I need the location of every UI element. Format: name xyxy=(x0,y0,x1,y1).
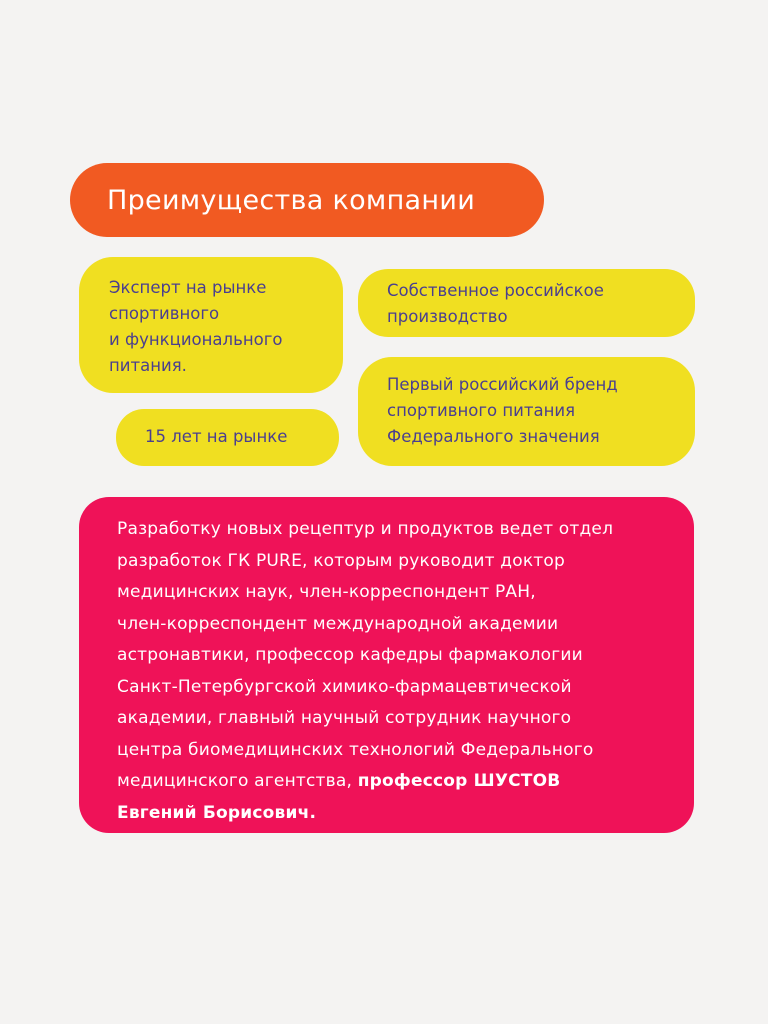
description-line xyxy=(117,766,694,798)
description-line: астронавтики, профессор кафедры фармакологии xyxy=(117,645,583,665)
description-line: центра биомедицинских технологий Федерального xyxy=(117,739,594,760)
description-line: Санкт-Петербургской химико-фармацевтической xyxy=(117,676,572,697)
description-line: член-корреспондент международной академии xyxy=(117,613,559,634)
card-expert xyxy=(79,257,343,393)
card-expert-line: спортивного xyxy=(109,304,220,323)
title-banner xyxy=(70,163,544,237)
card-first-brand xyxy=(358,357,695,466)
description-line: разработок ГК PURE, которым руководит доктор xyxy=(117,550,565,571)
card-own-line: Собственное российское xyxy=(387,281,604,300)
card-own-line: производство xyxy=(387,307,508,326)
page-title: Преимущества компании xyxy=(107,184,476,216)
description-line: академии, главный научный сотрудник научного xyxy=(117,708,572,728)
card-years xyxy=(116,409,339,466)
description-block xyxy=(79,497,694,833)
professor-name-bold: профессор ШУСТОВ xyxy=(357,771,561,791)
professor-fullname-bold: Евгений Борисович. xyxy=(117,802,317,823)
card-expert-line: Эксперт на рынке xyxy=(109,278,267,297)
description-line: Разработку новых рецептур и продуктов ведет отдел xyxy=(117,519,614,539)
description-line xyxy=(117,798,694,830)
card-own-production xyxy=(358,269,695,337)
card-first-line: Первый российский бренд xyxy=(387,375,618,394)
description-line9-prefix: медицинского агентства, xyxy=(117,771,353,791)
card-expert-line: питания. xyxy=(109,356,187,375)
card-first-line: спортивного питания xyxy=(387,401,576,420)
description-line: медицинских наук, член-корреспондент РАН, xyxy=(117,582,536,602)
card-expert-line: и функционального xyxy=(109,330,283,349)
card-first-line: Федерального значения xyxy=(387,427,600,446)
card-years-text: 15 лет на рынке xyxy=(145,427,288,446)
